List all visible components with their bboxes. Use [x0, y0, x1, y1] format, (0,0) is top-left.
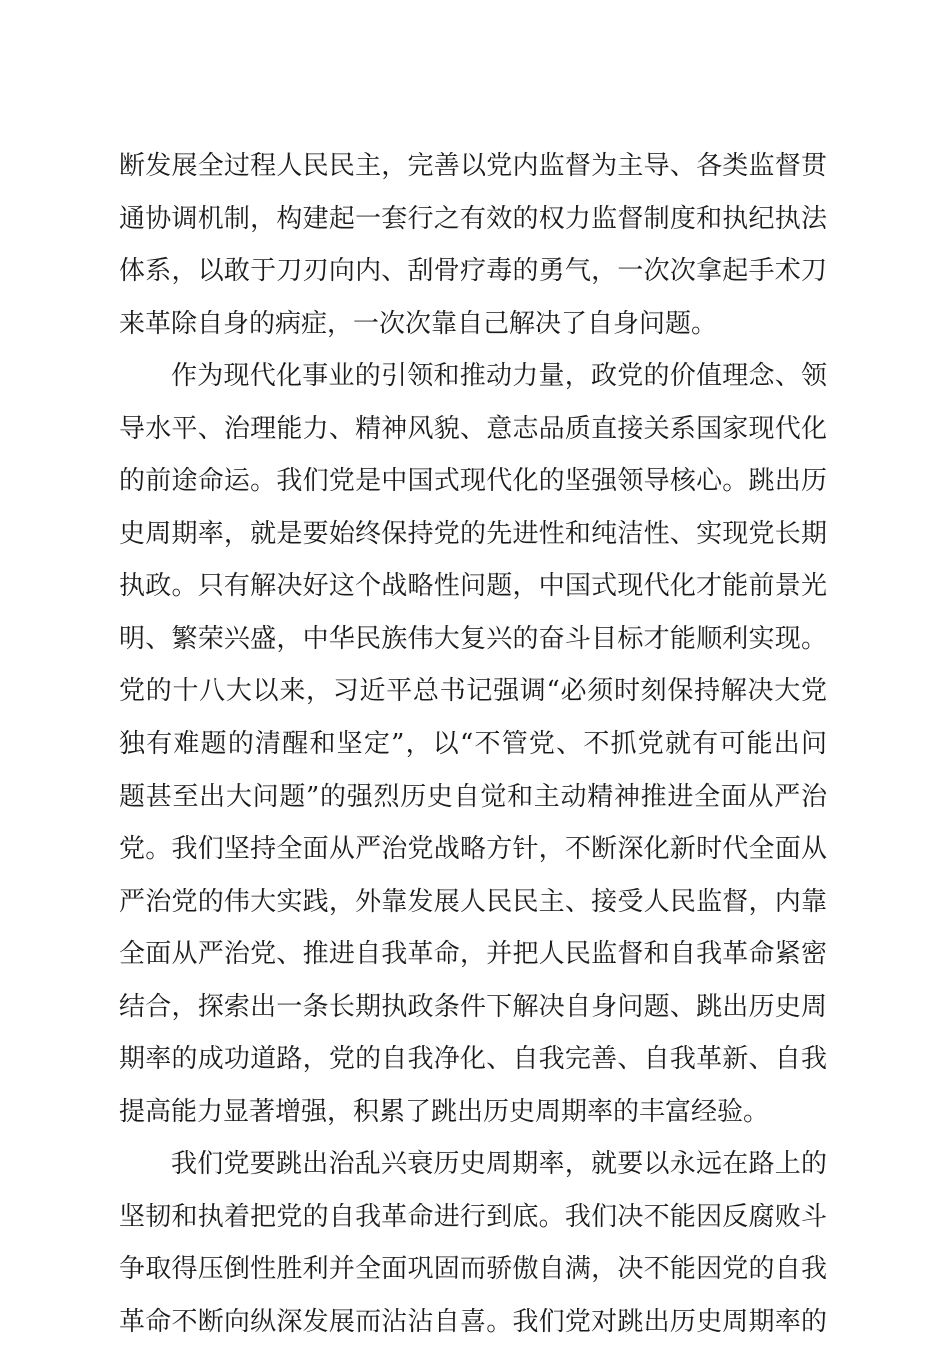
- text-line: 明、繁荣兴盛，中华民族伟大复兴的奋斗目标才能顺利实现。: [119, 623, 827, 654]
- text-line: 来革除自身的病症，一次次靠自己解决了自身问题。: [119, 308, 718, 339]
- text-line: 革命不断向纵深发展而沾沾自喜。我们党对跳出历史周期率的: [119, 1307, 827, 1338]
- paragraph-1: [119, 140, 827, 350]
- text-line: 的前途命运。我们党是中国式现代化的坚强领导核心。跳出历: [119, 466, 827, 497]
- body-text: [119, 140, 827, 1349]
- text-line: 独有难题的清醒和坚定”，以“不管党、不抓党就有可能出问: [119, 729, 827, 760]
- text-line: 坚韧和执着把党的自我革命进行到底。我们决不能因反腐败斗: [119, 1201, 827, 1232]
- text-line: 史周期率，就是要始终保持党的先进性和纯洁性、实现党长期: [119, 518, 827, 549]
- text-line: 导水平、治理能力、精神风貌、意志品质直接关系国家现代化: [119, 413, 827, 444]
- paragraph-2: [119, 350, 827, 1138]
- text-line: 通协调机制，构建起一套行之有效的权力监督制度和执纪执法: [119, 203, 827, 234]
- text-line: 严治党的伟大实践，外靠发展人民民主、接受人民监督，内靠: [119, 886, 827, 917]
- text-line: 期率的成功道路，党的自我净化、自我完善、自我革新、自我: [119, 1044, 827, 1075]
- text-line: 作为现代化事业的引领和推动力量，政党的价值理念、领: [171, 361, 827, 392]
- text-line: 党的十八大以来，习近平总书记强调“必须时刻保持解决大党: [119, 676, 827, 707]
- paragraph-3: [119, 1138, 827, 1348]
- text-line: 断发展全过程人民民主，完善以党内监督为主导、各类监督贯: [119, 151, 827, 181]
- text-line: 执政。只有解决好这个战略性问题，中国式现代化才能前景光: [119, 571, 827, 602]
- text-line: 提高能力显著增强，积累了跳出历史周期率的丰富经验。: [119, 1096, 770, 1127]
- text-line: 题甚至出大问题”的强烈历史自觉和主动精神推进全面从严治: [119, 781, 827, 812]
- text-line: 争取得压倒性胜利并全面巩固而骄傲自满，决不能因党的自我: [119, 1254, 827, 1285]
- text-line: 我们党要跳出治乱兴衰历史周期率，就要以永远在路上的: [171, 1149, 827, 1180]
- text-line: 党。我们坚持全面从严治党战略方针，不断深化新时代全面从: [119, 834, 827, 865]
- text-line: 体系，以敢于刀刃向内、刮骨疗毒的勇气，一次次拿起手术刀: [119, 256, 827, 287]
- text-line: 全面从严治党、推进自我革命，并把人民监督和自我革命紧密: [119, 939, 827, 970]
- text-line: 结合，探索出一条长期执政条件下解决自身问题、跳出历史周: [119, 991, 827, 1022]
